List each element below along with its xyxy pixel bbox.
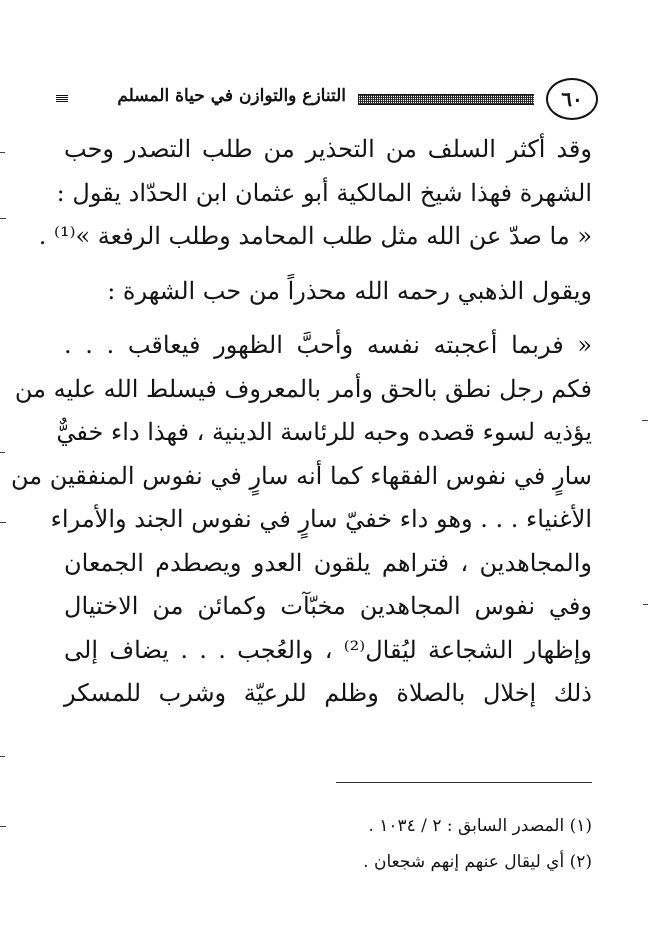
main-text [10,128,592,716]
page-header [50,78,598,122]
text-line: سارٍ في نفوس الفقهاء كما أنه سارٍ في نفوس المنفقين من [10,461,592,490]
text-line: « ما صدّ عن الله مثل طلب المحامد وطلب الرفعة »⁽¹⁾ . [38,222,592,250]
page-number: ٦٠ [546,78,598,120]
text-line: « فربما أعجبته نفسه وأحبَّ الظهور فيعاقب . . . [64,331,592,359]
text-line: الشهرة فهذا شيخ المالكية أبو عثمان ابن الحدّاد يقول : [56,178,592,207]
text-line: فكم رجل نطق بالحق وأمر بالمعروف فيسلط الله عليه من [14,374,592,403]
footnote: (١) المصدر السابق : ٢ / ١٠٣٤ . [368,816,592,836]
header-rule [358,94,534,105]
running-title: التنازع والتوازن في حياة المسلم [117,86,346,106]
text-line: يؤذيه لسوء قصده وحبه للرئاسة الدينية ، فهذا داء خفيٌّ [56,418,592,446]
margin-mark [0,756,5,757]
margin-mark [0,826,6,827]
margin-mark [643,604,648,605]
margin-mark [642,420,648,421]
text-line: ويقول الذهبي رحمه الله محذراً من حب الشهرة : [107,276,592,305]
margin-mark [0,152,5,153]
text-line: وقد أكثر السلف من التحذير من طلب التصدر وحب [64,135,592,163]
text-line: ذلك إخلال بالصلاة وظلم للرعيّة وشرب للمسكر [64,679,592,707]
footnotes [172,808,592,880]
text-line: وفي نفوس المجاهدين مخبّآت وكمائن من الاختيال [64,592,592,620]
text-line: والمجاهدين ، فتراهم يلقون العدو ويصطدم الجمعان [64,548,592,577]
text-line: الأغنياء . . . وهو داء خفيّ سارٍ في نفوس الجند والأمراء [50,505,592,533]
margin-mark [0,218,6,219]
margin-mark [0,452,5,453]
footnote: (٢) أي ليقال عنهم إنهم شجعان . [363,852,592,872]
margin-mark [0,522,6,523]
text-line: وإظهار الشجاعة ليُقال⁽²⁾ ، والعُجب . . . يضاف إلى [64,635,592,664]
footnote-separator [336,782,592,783]
header-ornament-icon [56,95,68,102]
